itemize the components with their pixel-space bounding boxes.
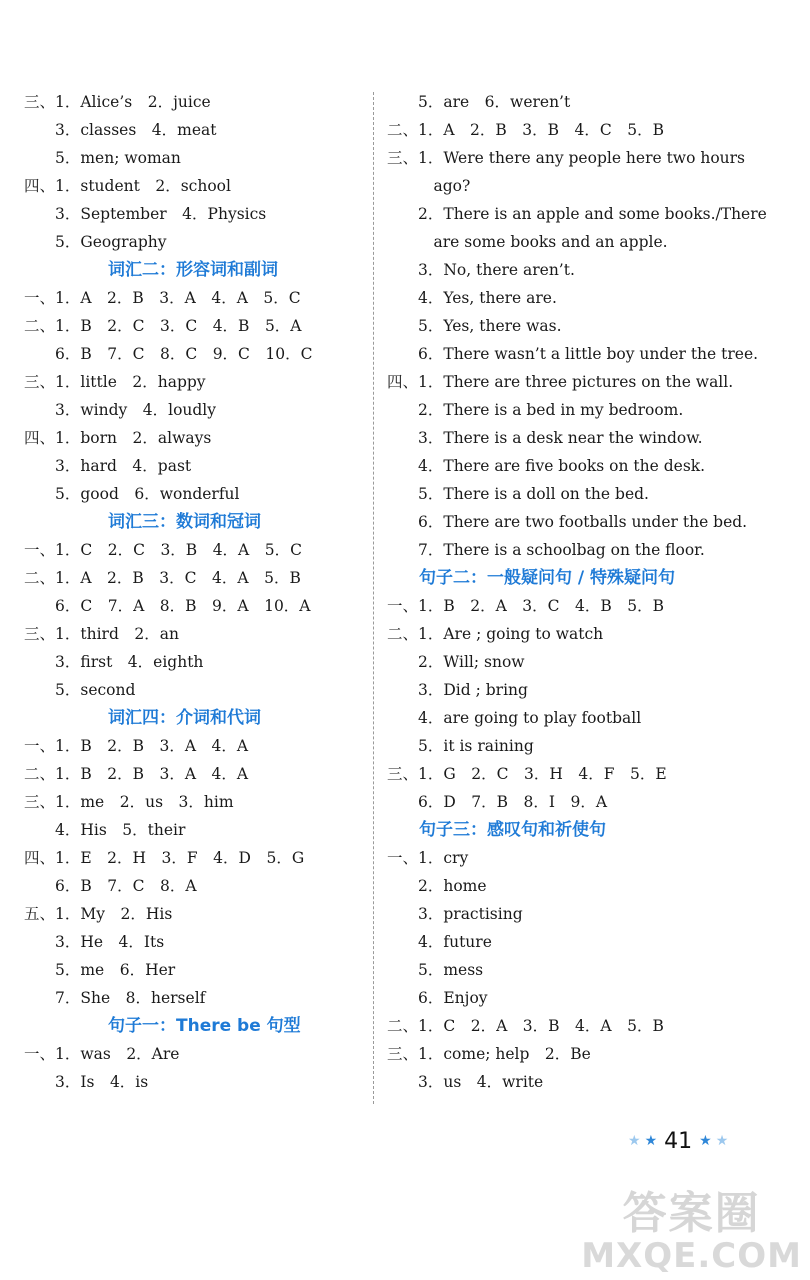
- answer-line: 5．good 6．wonderful: [24, 485, 240, 503]
- star-icon: ★: [715, 1133, 729, 1149]
- answer-line: 四、1．E 2．H 3．F 4．D 5．G: [24, 849, 305, 867]
- answer-line: 二、1．B 2．C 3．C 4．B 5．A: [24, 317, 302, 335]
- star-icon: ★: [644, 1133, 658, 1149]
- answer-line: 5．mess: [387, 961, 484, 979]
- answer-line: 一、1．was 2．Are: [24, 1045, 180, 1063]
- section-heading: 句子二：一般疑问句 / 特殊疑问句: [419, 568, 676, 588]
- answer-line: 三、1．G 2．C 3．H 4．F 5．E: [387, 765, 667, 783]
- answer-line: 一、1．A 2．B 3．A 4．A 5．C: [24, 289, 301, 307]
- answer-line: 3．us 4．write: [387, 1073, 544, 1091]
- answer-line: 4．future: [387, 933, 492, 951]
- answer-line: 3．classes 4．meat: [24, 121, 217, 139]
- answer-line: 3．first 4．eighth: [24, 653, 204, 671]
- answer-line: 四、1．born 2．always: [24, 429, 212, 447]
- answer-line: 4．Yes, there are.: [387, 289, 557, 307]
- answer-line: 7．There is a schoolbag on the floor.: [387, 541, 705, 559]
- answer-line: 4．His 5．their: [24, 821, 186, 839]
- star-icon: ★: [699, 1133, 712, 1149]
- answer-line: 一、1．cry: [387, 849, 469, 867]
- answer-line: 三、1．Alice’s 2．juice: [24, 93, 211, 111]
- watermark-logo: 答案圈: [622, 1188, 761, 1239]
- answer-line: 2．There is a bed in my bedroom.: [387, 401, 684, 419]
- answer-line: 四、1．There are three pictures on the wall.: [387, 373, 734, 391]
- answer-line: 一、1．C 2．C 3．B 4．A 5．C: [24, 541, 302, 559]
- answer-line: 3．hard 4．past: [24, 457, 192, 475]
- answer-line: 3．windy 4．loudly: [24, 401, 217, 419]
- answer-line: 2．home: [387, 877, 487, 895]
- section-heading: 句子三：感叹句和祈使句: [419, 820, 606, 840]
- watermark: [581, 1190, 802, 1274]
- answer-line: 3．He 4．Its: [24, 933, 165, 951]
- answer-line: 三、1．third 2．an: [24, 625, 179, 643]
- answer-line: ago?: [387, 177, 471, 195]
- answer-line: 一、1．B 2．B 3．A 4．A: [24, 737, 249, 755]
- answer-line: 3．September 4．Physics: [24, 205, 267, 223]
- answer-line: 四、1．student 2．school: [24, 177, 231, 195]
- answer-line: 5．me 6．Her: [24, 961, 176, 979]
- answer-line: 三、1．little 2．happy: [24, 373, 206, 391]
- answer-line: 5．men; woman: [24, 149, 181, 167]
- answer-line: 二、1．C 2．A 3．B 4．A 5．B: [387, 1017, 664, 1035]
- answer-line: 5．Yes, there was.: [387, 317, 562, 335]
- answer-line: 4．There are five books on the desk.: [387, 457, 706, 475]
- answer-line: 五、1．My 2．His: [24, 905, 173, 923]
- answer-line: 三、1．Were there any people here two hours: [387, 149, 745, 167]
- section-heading: 词汇三：数词和冠词: [108, 512, 261, 532]
- answer-line: 5．are 6．weren’t: [387, 93, 571, 111]
- answer-line: 7．She 8．herself: [24, 989, 206, 1007]
- answer-line: 3．Is 4．is: [24, 1073, 149, 1091]
- answer-line: 二、1．Are ; going to watch: [387, 625, 604, 643]
- answer-line: 5．second: [24, 681, 136, 699]
- answer-line: 3．There is a desk near the window.: [387, 429, 703, 447]
- left-answer-column: [24, 88, 369, 1096]
- answer-line: 二、1．A 2．B 3．C 4．A 5．B: [24, 569, 301, 587]
- answer-line: 6．There are two footballs under the bed.: [387, 513, 748, 531]
- star-icon: ★: [628, 1133, 641, 1149]
- answer-line: 6．B 7．C 8．A: [24, 877, 197, 895]
- answer-line: 5．it is raining: [387, 737, 534, 755]
- page-number: 41: [664, 1128, 693, 1154]
- answer-line: 三、1．come; help 2．Be: [387, 1045, 591, 1063]
- answer-line: 5．Geography: [24, 233, 167, 251]
- answer-line: 6．D 7．B 8．I 9．A: [387, 793, 608, 811]
- answer-line: are some books and an apple.: [387, 233, 668, 251]
- answer-line: 三、1．me 2．us 3．him: [24, 793, 234, 811]
- section-heading: 词汇四：介词和代词: [108, 708, 261, 728]
- answer-line: 4．are going to play football: [387, 709, 642, 727]
- section-heading: 词汇二：形容词和副词: [108, 260, 278, 280]
- section-heading: 句子一：There be 句型: [108, 1016, 301, 1036]
- answer-line: 6．B 7．C 8．C 9．C 10．C: [24, 345, 313, 363]
- answer-line: 2．Will; snow: [387, 653, 525, 671]
- answer-line: 6．There wasn’t a little boy under the tree.: [387, 345, 759, 363]
- answer-line: 6．C 7．A 8．B 9．A 10．A: [24, 597, 311, 615]
- answer-line: 5．There is a doll on the bed.: [387, 485, 649, 503]
- right-answer-column: [387, 88, 787, 1096]
- answer-line: 一、1．B 2．A 3．C 4．B 5．B: [387, 597, 665, 615]
- answer-line: 6．Enjoy: [387, 989, 488, 1007]
- watermark-url: MXQE.COM: [581, 1236, 802, 1276]
- answer-line: 3．Did ; bring: [387, 681, 528, 699]
- answer-line: 3．practising: [387, 905, 523, 923]
- answer-line: 3．No, there aren’t.: [387, 261, 575, 279]
- column-divider: [373, 92, 374, 1104]
- answer-line: 2．There is an apple and some books./There: [387, 205, 767, 223]
- page-footer: [628, 1126, 728, 1156]
- answer-line: 二、1．B 2．B 3．A 4．A: [24, 765, 249, 783]
- answer-line: 二、1．A 2．B 3．B 4．C 5．B: [387, 121, 665, 139]
